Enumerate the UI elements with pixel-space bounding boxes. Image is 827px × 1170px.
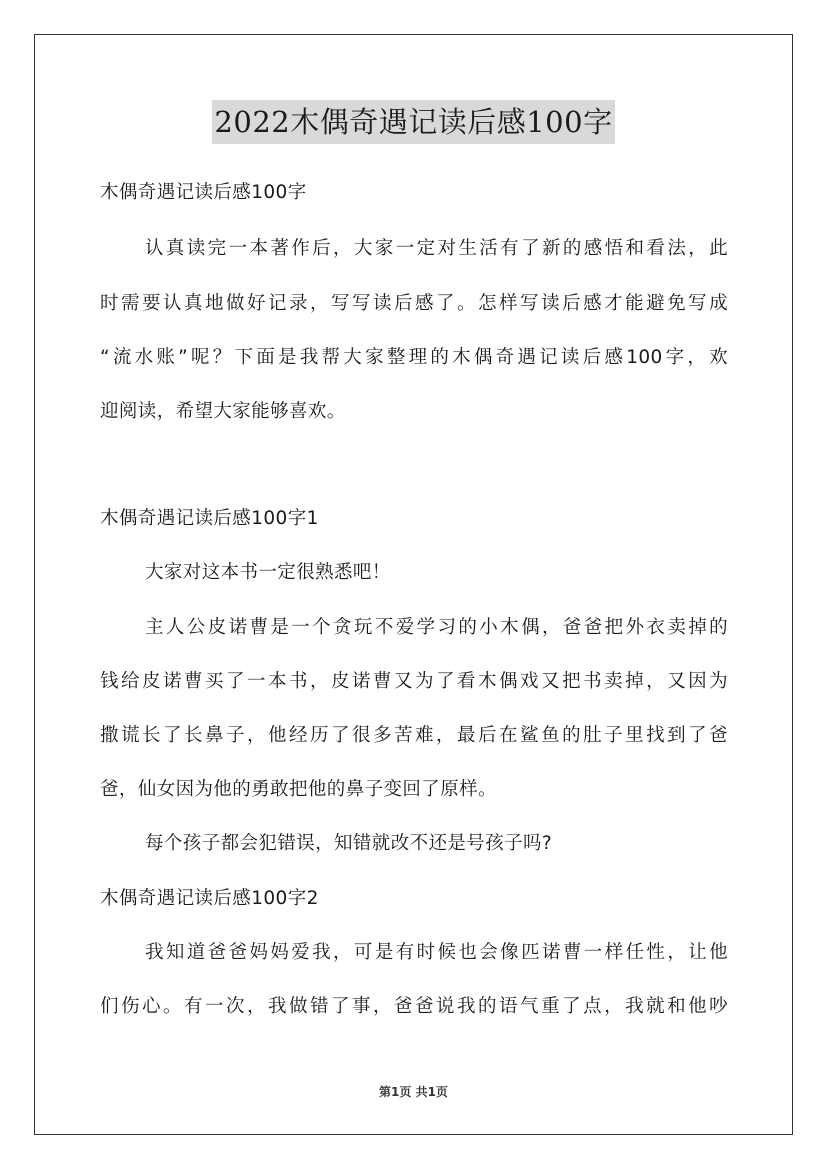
paragraph-line: 认真读完一本著作后，大家一定对生活有了新的感悟和看法，此 (145, 238, 728, 259)
paragraph-line: 每个孩子都会犯错误，知错就改不还是号孩子吗? (145, 833, 553, 854)
paragraph-line: 大家对这本书一定很熟悉吧！ (145, 562, 391, 583)
paragraph-line: 迎阅读，希望大家能够喜欢。 (100, 401, 346, 422)
paragraph-line: 钱给皮诺曹买了一本书，皮诺曹又为了看木偶戏又把书卖掉，又因为 (100, 671, 728, 692)
paragraph-line: 我知道爸爸妈妈爱我，可是有时候也会像匹诺曹一样任性，让他 (145, 942, 728, 963)
section-heading: 木偶奇遇记读后感100字1 (100, 508, 319, 529)
paragraph-line: 们伤心。有一次，我做错了事，爸爸说我的语气重了点，我就和他吵 (100, 996, 728, 1017)
page-footer: 第1页 共1页 (379, 1085, 448, 1099)
paragraph-line: “流水账”呢？下面是我帮大家整理的木偶奇遇记读后感100字，欢 (100, 347, 728, 368)
document-title: 2022木偶奇遇记读后感100字 (212, 100, 614, 144)
title-container (0, 100, 827, 144)
section-heading: 木偶奇遇记读后感100字 (100, 182, 307, 203)
paragraph-line: 时需要认真地做好记录，写写读后感了。怎样写读后感才能避免写成 (100, 293, 728, 314)
paragraph-line: 主人公皮诺曹是一个贪玩不爱学习的小木偶，爸爸把外衣卖掉的 (145, 617, 728, 638)
section-heading: 木偶奇遇记读后感100字2 (100, 888, 319, 909)
paragraph-line: 撒谎长了长鼻子，他经历了很多苦难，最后在鲨鱼的肚子里找到了爸 (100, 725, 728, 746)
paragraph-line: 爸，仙女因为他的勇敢把他的鼻子变回了原样。 (100, 779, 497, 800)
